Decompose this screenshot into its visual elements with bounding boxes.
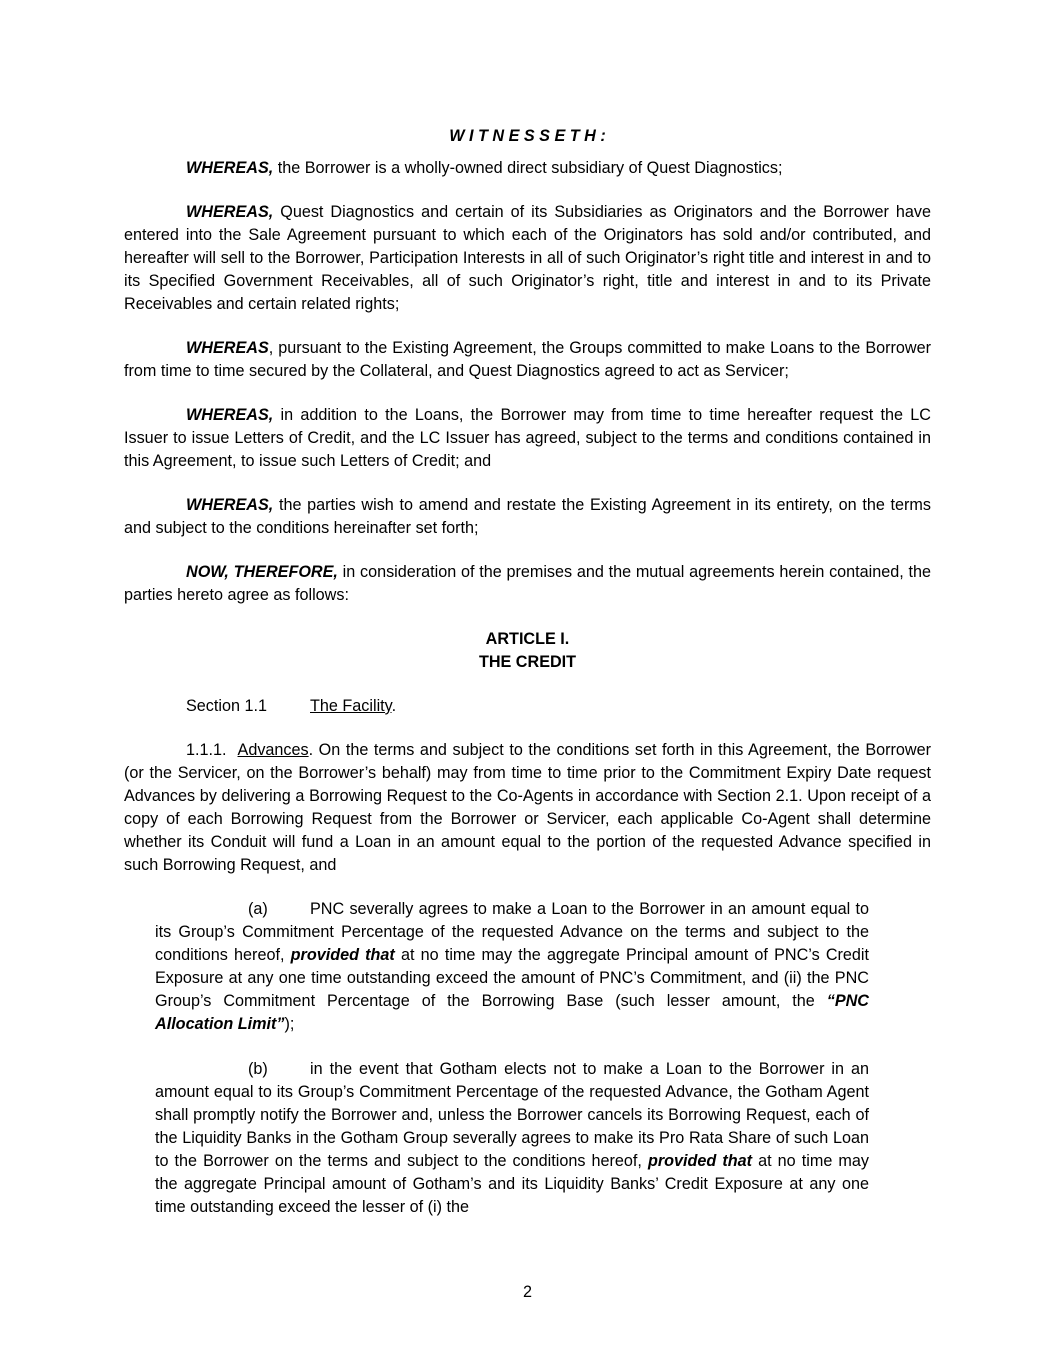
- article-number: ARTICLE I.: [485, 630, 570, 648]
- section-number: Section 1.1: [186, 697, 267, 715]
- recital-lead: WHEREAS,: [186, 406, 274, 424]
- section-title-suffix: .: [391, 697, 397, 715]
- clause-a-paragraph: [155, 898, 869, 1036]
- recital-paragraph: [124, 404, 931, 473]
- section-heading: [186, 695, 396, 718]
- clause-a-emphasis: provided that: [290, 946, 395, 964]
- recital-lead: WHEREAS: [186, 339, 269, 357]
- recital-paragraph: [124, 337, 931, 383]
- clause-a-text: at no time may the aggregate Principal amount of PNC’s Credit Exposure at any one time outstanding exceed the amount of PNC’s Commitment, and (ii) the PNC Group’s Commitment Percentage of the Borrowing Base (such lesser amount, the: [155, 946, 870, 1010]
- clause-a-text: );: [284, 1015, 295, 1033]
- recital-text: Quest Diagnostics and certain of its Subsidiaries as Originators and the Borrower have entered into the Sale Agreement pursuant to which each of the Originators has sold and/or contributed, and hereafter will sell to the Borrower, Participation Interests in all of such Originator’s right title and interest in and to its Specified Government Receivables, all of such Originator’s right, title and interest in and to its Private Receivables and certain related rights;: [124, 203, 931, 313]
- clause-b-text: in the event that Gotham elects not to make a Loan to the Borrower in an amount equal to its Group’s Commitment Percentage of the requested Advance, the Gotham Agent shall promptly notify the Borrower and, unless the Borrower cancels its Borrowing Request, each of the Liquidity Banks in the Gotham Group severally agrees to make its Pro Rata Share of such Loan to the Borrower on the terms and subject to the conditions hereof,: [155, 1060, 869, 1170]
- recital-text: in addition to the Loans, the Borrower may from time to time hereafter request the LC Issuer to issue Letters of Credit, and the LC Issuer has agreed, subject to the terms and conditions contained in this Agreement, to issue such Letters of Credit; and: [124, 406, 931, 470]
- recital-paragraph: [124, 157, 931, 180]
- recital-lead: WHEREAS,: [186, 159, 274, 177]
- advances-text: On the terms and subject to the conditions set forth in this Agreement, the Borrower (or the Servicer, on the Borrower’s behalf) may from time to time prior to the Commitment Expiry Date request Advances by delivering a Borrowing Request to the Co-Agents in accordance with Section 2.1. Upon receipt of a copy of each Borrowing Request from the Borrower or Servicer, each applicable Co-Agent shall determine whether its Conduit will fund a Loan in an amount equal to the portion of the requested Advance specified in such Borrowing Request, and: [124, 741, 931, 874]
- article-name: THE CREDIT: [478, 653, 577, 671]
- recital-lead: NOW, THEREFORE,: [186, 563, 338, 581]
- recital-paragraph: [124, 494, 931, 540]
- recital-text: the Borrower is a wholly-owned direct subsidiary of Quest Diagnostics;: [273, 159, 783, 177]
- recital-paragraph: [124, 201, 931, 316]
- clause-a-tag: (a): [248, 900, 268, 918]
- clause-a-defined-term: “PNC Allocation Limit”: [155, 992, 869, 1033]
- document-title: W I T N E S S E T H :: [449, 127, 606, 145]
- section-title: The Facility: [310, 697, 392, 715]
- advances-number: 1.1.1.: [186, 741, 227, 759]
- recital-text: , pursuant to the Existing Agreement, the Groups committed to make Loans to the Borrower from time to time secured by the Collateral, and Quest Diagnostics agreed to act as Servicer;: [124, 339, 931, 380]
- advances-heading-suffix: .: [308, 741, 314, 759]
- recital-text: in consideration of the premises and the mutual agreements herein contained, the parties hereto agree as follows:: [124, 563, 931, 604]
- recital-paragraph: [124, 561, 931, 607]
- clause-b-tag: (b): [248, 1060, 268, 1078]
- clause-b-paragraph: [155, 1058, 869, 1219]
- advances-heading: Advances: [237, 741, 309, 759]
- clause-a-text: PNC severally agrees to make a Loan to the Borrower in an amount equal to its Group’s Commitment Percentage of the requested Advance on the terms and subject to the conditions hereof,: [155, 900, 869, 964]
- recital-text: the parties wish to amend and restate the Existing Agreement in its entirety, on the terms and subject to the conditions hereinafter set forth;: [124, 496, 931, 537]
- clause-b-text: at no time may the aggregate Principal amount of Gotham’s and its Liquidity Banks’ Credit Exposure at any one time outstanding exceed the lesser of (i) the: [155, 1152, 869, 1216]
- recital-lead: WHEREAS,: [186, 496, 274, 514]
- page-number: 2: [522, 1283, 532, 1301]
- clause-b-emphasis: provided that: [647, 1152, 753, 1170]
- recital-lead: WHEREAS,: [186, 203, 274, 221]
- advances-paragraph: [124, 739, 931, 877]
